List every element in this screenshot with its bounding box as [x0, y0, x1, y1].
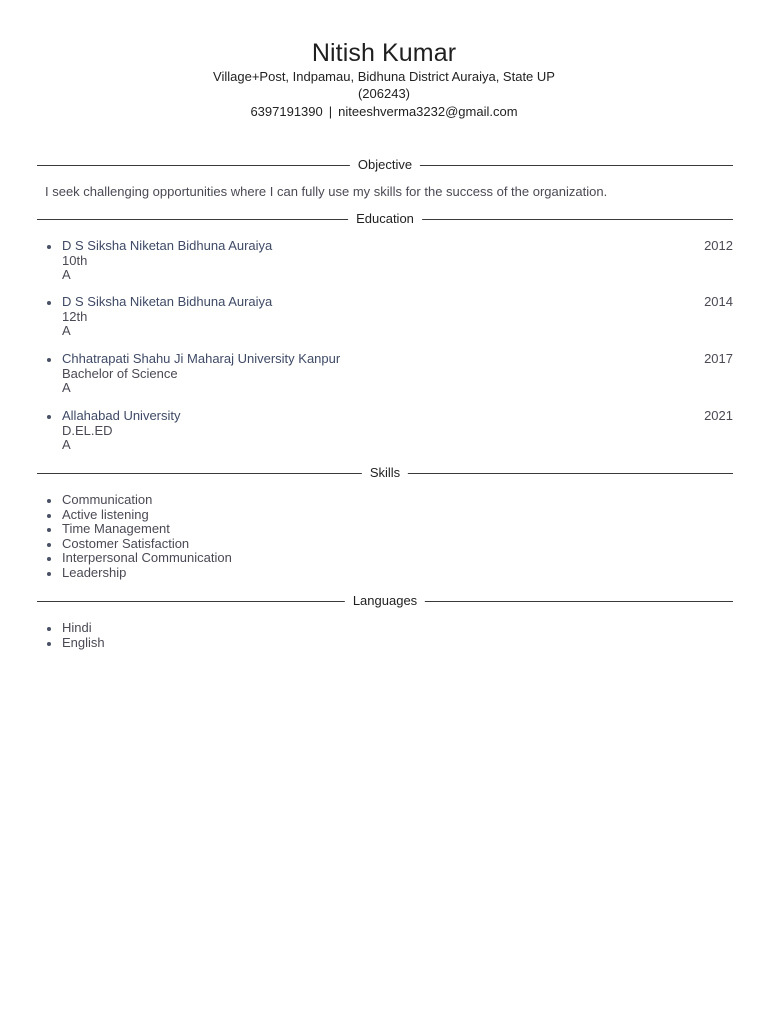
education-item	[45, 409, 733, 455]
bullet-icon	[47, 557, 51, 561]
skill-label: Costomer Satisfaction	[62, 535, 190, 551]
list-item	[45, 566, 232, 581]
language-label: English	[62, 634, 105, 650]
list-item	[45, 522, 232, 537]
education-item	[45, 239, 733, 285]
education-degree: 12th	[62, 308, 88, 324]
address-line-1: Village+Post, Indpamau, Bidhuna District Auraiya, State UP	[213, 69, 555, 84]
bullet-icon	[47, 528, 51, 532]
resume-header	[0, 38, 768, 120]
education-school: Allahabad University	[62, 408, 181, 423]
bullet-icon	[47, 358, 51, 362]
skills-list	[45, 493, 232, 581]
language-label: Hindi	[62, 620, 92, 635]
list-item	[45, 537, 232, 552]
skill-label: Time Management	[62, 521, 170, 537]
education-school: D S Siksha Niketan Bidhuna Auraiya	[62, 238, 273, 253]
skill-label: Active listening	[62, 506, 149, 522]
education-grade: A	[62, 267, 71, 282]
education-year: 2014	[704, 294, 733, 309]
list-item	[45, 508, 232, 523]
skill-label: Interpersonal Communication	[62, 550, 232, 566]
languages-section-heading	[37, 593, 733, 609]
list-item	[45, 636, 105, 651]
list-item	[45, 621, 105, 636]
bullet-icon	[47, 245, 51, 249]
bullet-icon	[47, 415, 51, 419]
objective-section-heading	[37, 157, 733, 173]
address-line-2: (206243)	[357, 85, 411, 101]
list-item	[45, 551, 232, 566]
education-year: 2017	[704, 351, 733, 366]
candidate-name: Nitish Kumar	[311, 39, 457, 67]
education-grade: A	[62, 437, 71, 452]
bullet-icon	[47, 627, 51, 631]
skill-label: Leadership	[62, 564, 127, 580]
education-year: 2021	[704, 408, 733, 423]
bullet-icon	[47, 499, 51, 503]
bullet-icon	[47, 543, 51, 547]
bullet-icon	[47, 572, 51, 576]
contact-line	[0, 104, 768, 120]
contact-separator: |	[328, 104, 333, 119]
education-grade: A	[62, 323, 71, 338]
education-grade: A	[62, 380, 71, 395]
section-title-languages: Languages	[345, 593, 425, 609]
education-school: Chhatrapati Shahu Ji Maharaj University Kanpur	[62, 351, 341, 366]
section-title-objective: Objective	[350, 157, 420, 173]
education-section-heading	[37, 211, 733, 227]
list-item	[45, 493, 232, 508]
education-degree: 10th	[62, 252, 88, 268]
bullet-icon	[47, 642, 51, 646]
email-address: niteeshverma3232@gmail.com	[338, 104, 518, 119]
section-title-skills: Skills	[362, 465, 408, 481]
bullet-icon	[47, 301, 51, 305]
education-year: 2012	[704, 238, 733, 253]
skills-section-heading	[37, 465, 733, 481]
bullet-icon	[47, 514, 51, 518]
education-item	[45, 352, 733, 398]
objective-text: I seek challenging opportunities where I can fully use my skills for the success of the organization.	[45, 184, 608, 199]
phone-number: 6397191390	[250, 104, 323, 119]
languages-list	[45, 621, 105, 650]
section-title-education: Education	[348, 211, 422, 227]
skill-label: Communication	[62, 492, 153, 507]
education-school: D S Siksha Niketan Bidhuna Auraiya	[62, 294, 273, 309]
education-item	[45, 295, 733, 341]
education-degree: Bachelor of Science	[62, 365, 178, 381]
education-degree: D.EL.ED	[62, 422, 113, 438]
